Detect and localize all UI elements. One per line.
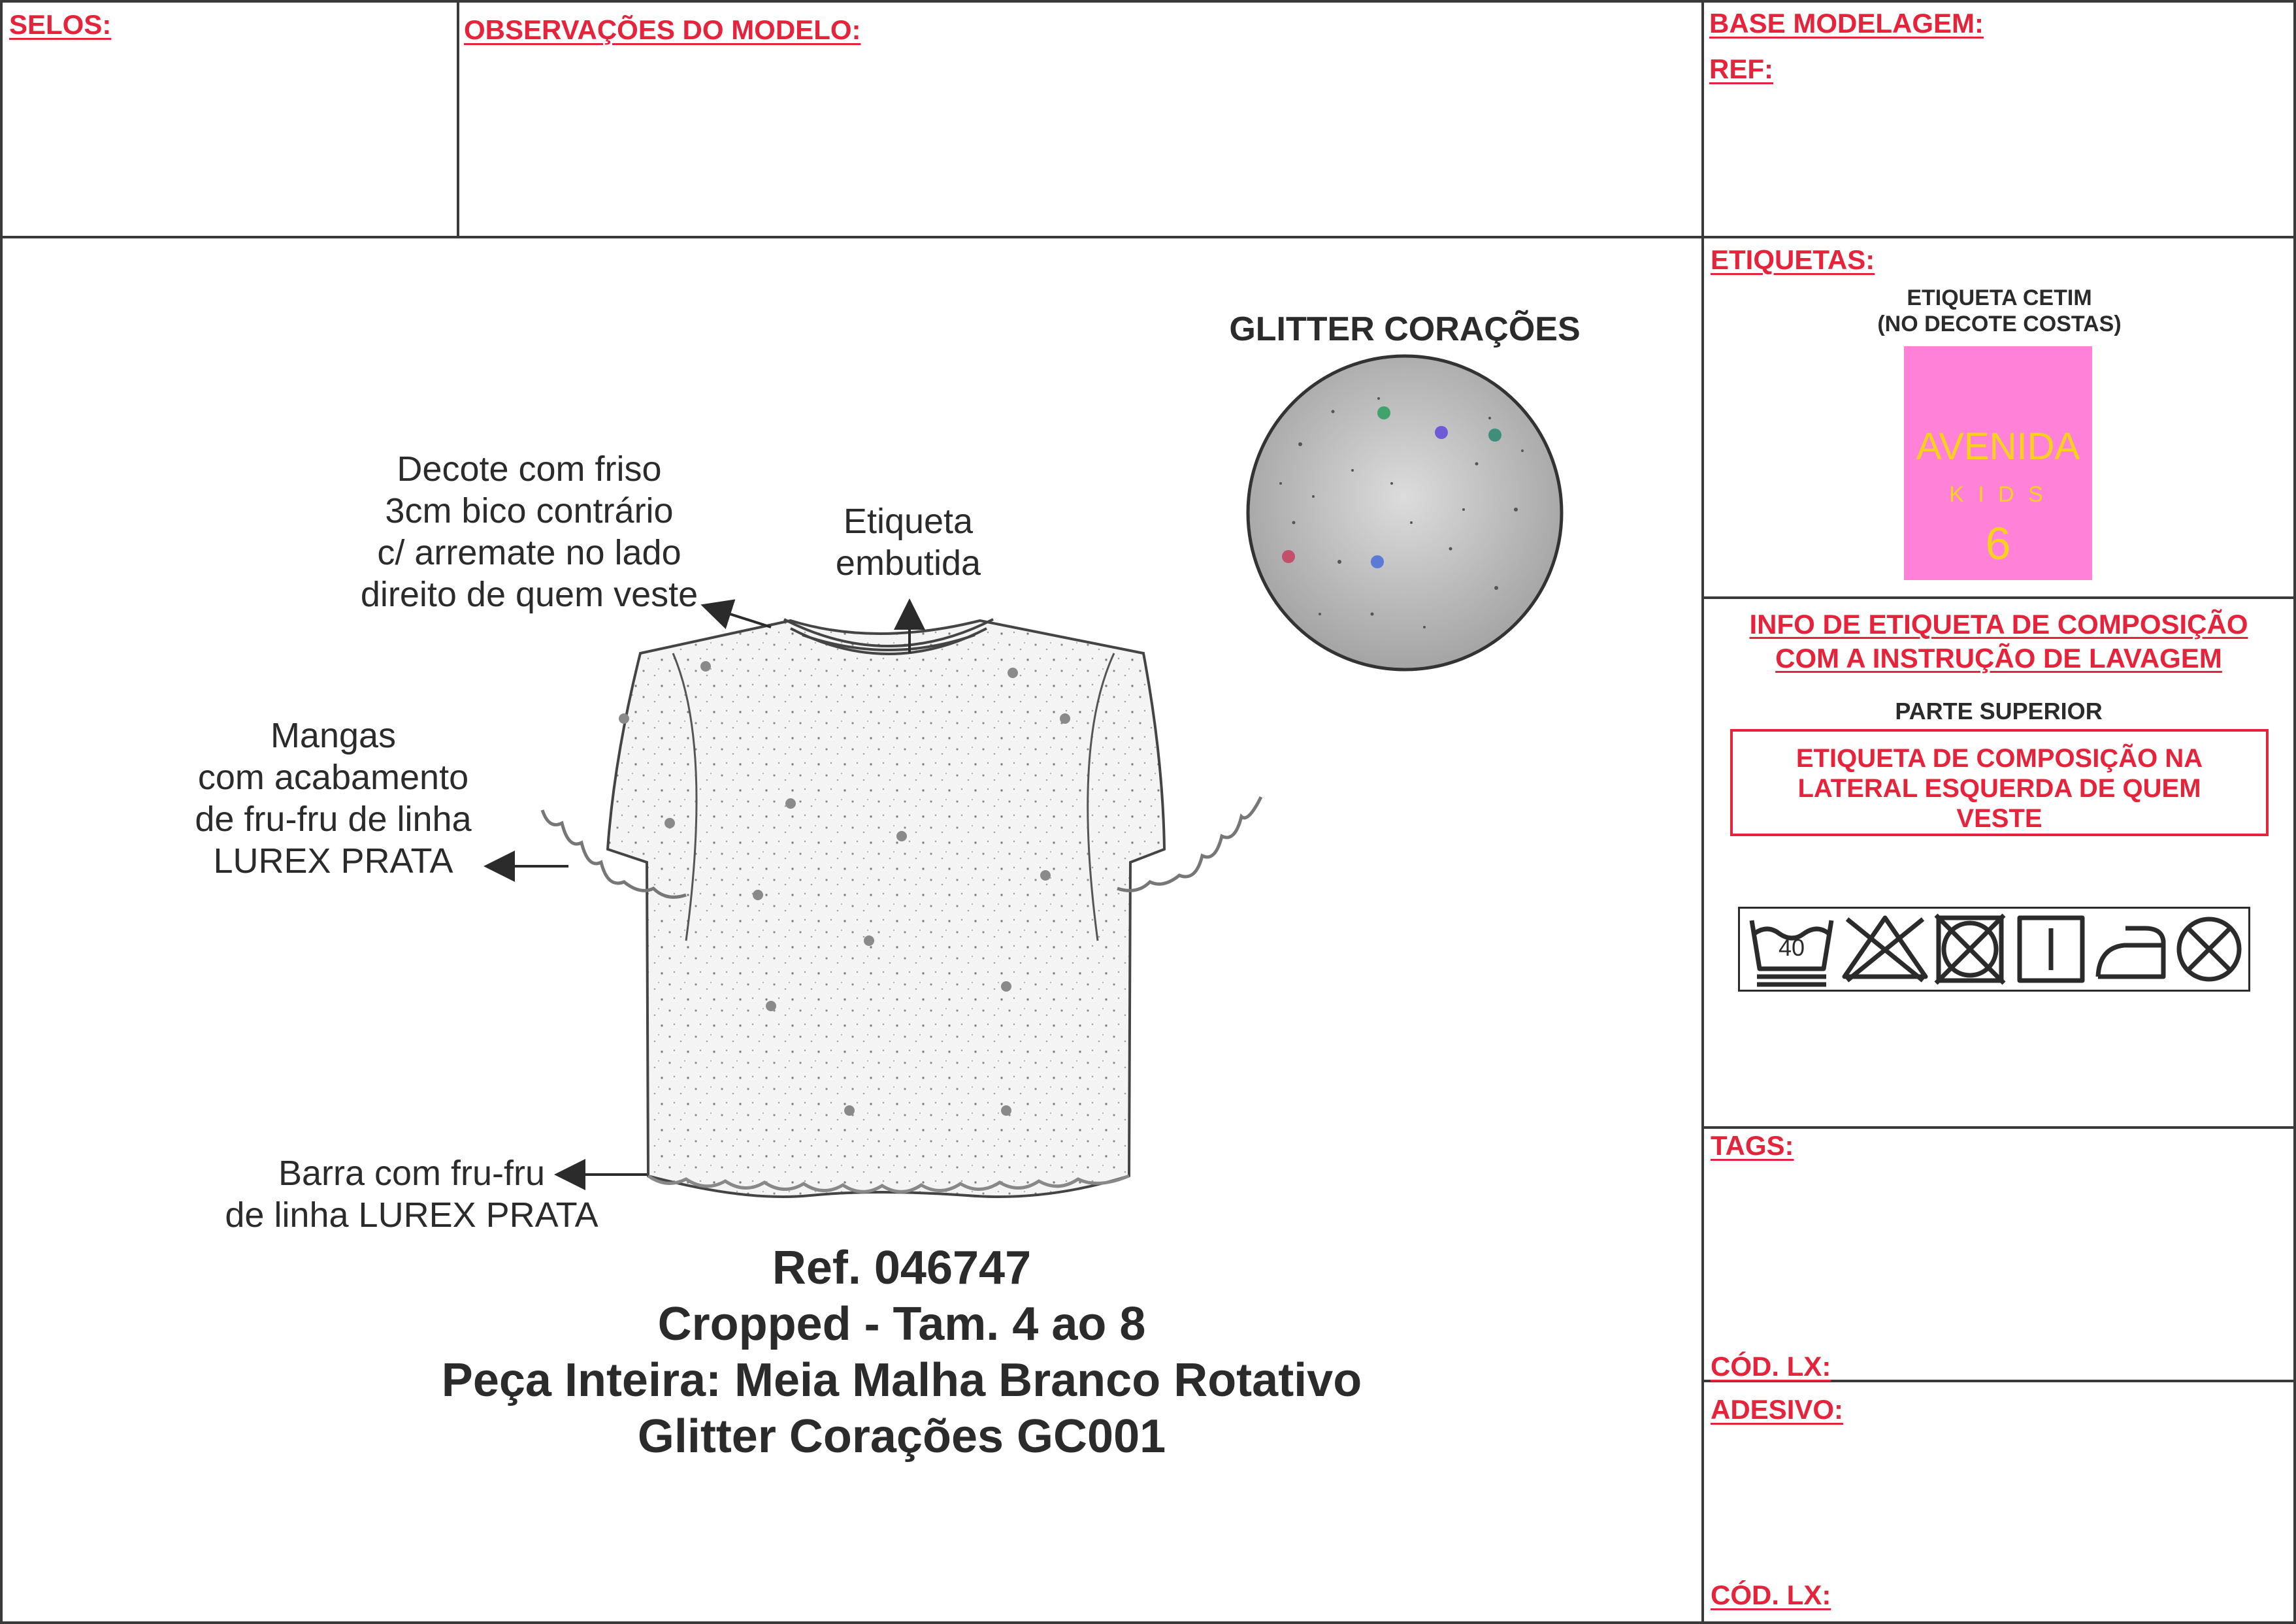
composicao-line2: LATERAL ESQUERDA DE QUEM	[1797, 774, 2201, 803]
no-bleach-icon	[1845, 918, 1926, 981]
tags-label: TAGS:	[1711, 1130, 1794, 1161]
product-print: Glitter Corações GC001	[637, 1410, 1166, 1463]
product-ref: Ref. 046747	[772, 1242, 1032, 1294]
decote-line4: direito de quem veste	[360, 575, 698, 614]
etiqueta-cetim-line2: (NO DECOTE COSTAS)	[1877, 312, 2122, 336]
etiquetas-label: ETIQUETAS:	[1711, 244, 1875, 275]
care-symbols-strip	[1738, 907, 2250, 992]
composicao-box	[1730, 729, 2269, 836]
product-fabric: Peça Inteira: Meia Malha Branco Rotativo	[441, 1354, 1362, 1406]
etiqueta-line2: embutida	[835, 544, 981, 583]
adesivo-label: ADESIVO:	[1711, 1394, 1844, 1425]
decote-line2: 3cm bico contrário	[385, 491, 674, 530]
care-symbols-svg	[1740, 909, 2248, 990]
etiqueta-cetim-title	[1764, 285, 2235, 337]
observacoes-label: OBSERVAÇÕES DO MODELO:	[464, 14, 861, 45]
barra-line2: de linha LUREX PRATA	[225, 1195, 599, 1235]
parte-superior-label: PARTE SUPERIOR	[1895, 698, 2103, 724]
etiqueta-cetim-line1: ETIQUETA CETIM	[1907, 285, 2092, 310]
etiqueta-line1: Etiqueta	[843, 502, 974, 541]
line-dry-icon	[2020, 918, 2082, 981]
wash-temp-text: 40	[1778, 934, 1805, 961]
mangas-line4: LUREX PRATA	[213, 841, 453, 881]
no-tumble-dry-icon	[1936, 915, 2004, 983]
mangas-line1: Mangas	[270, 716, 397, 755]
cod-lx-tags: CÓD. LX:	[1711, 1351, 1831, 1382]
label-brand-text: AVENIDA	[1916, 425, 2080, 468]
info-composicao-title	[1704, 608, 2293, 675]
no-dry-clean-icon	[2179, 919, 2239, 979]
glitter-title: GLITTER CORAÇÕES	[1229, 310, 1581, 348]
decote-line1: Decote com friso	[397, 449, 662, 489]
info-line2: COM A INSTRUÇÃO DE LAVAGEM	[1775, 643, 2222, 674]
decote-line3: c/ arremate no lado	[377, 533, 681, 572]
composicao-line3: VESTE	[1956, 804, 2042, 833]
tags-divider	[1701, 1126, 2296, 1129]
etiquetas-divider	[1701, 596, 2296, 599]
composicao-line1: ETIQUETA DE COMPOSIÇÃO NA	[1796, 744, 2203, 773]
product-type: Cropped - Tam. 4 ao 8	[657, 1298, 1146, 1350]
mangas-line2: com acabamento	[197, 758, 469, 797]
info-line1: INFO DE ETIQUETA DE COMPOSIÇÃO	[1749, 609, 2248, 640]
label-size-text: 6	[1985, 518, 2011, 569]
product-title-block	[196, 1240, 1607, 1465]
base-modelagem-label: BASE MODELAGEM:	[1709, 8, 1984, 39]
barra-line1: Barra com fru-fru	[278, 1154, 546, 1193]
mangas-line3: de fru-fru de linha	[195, 800, 472, 839]
selos-label: SELOS:	[9, 9, 112, 40]
decote-arrow	[706, 606, 771, 627]
cod-lx-adesivo: CÓD. LX:	[1711, 1580, 1831, 1610]
ref-label: REF:	[1709, 54, 1773, 84]
iron-icon	[2098, 928, 2163, 977]
label-sub-text: K I D S	[1949, 482, 2047, 507]
brand-label-swatch	[1904, 346, 2092, 580]
